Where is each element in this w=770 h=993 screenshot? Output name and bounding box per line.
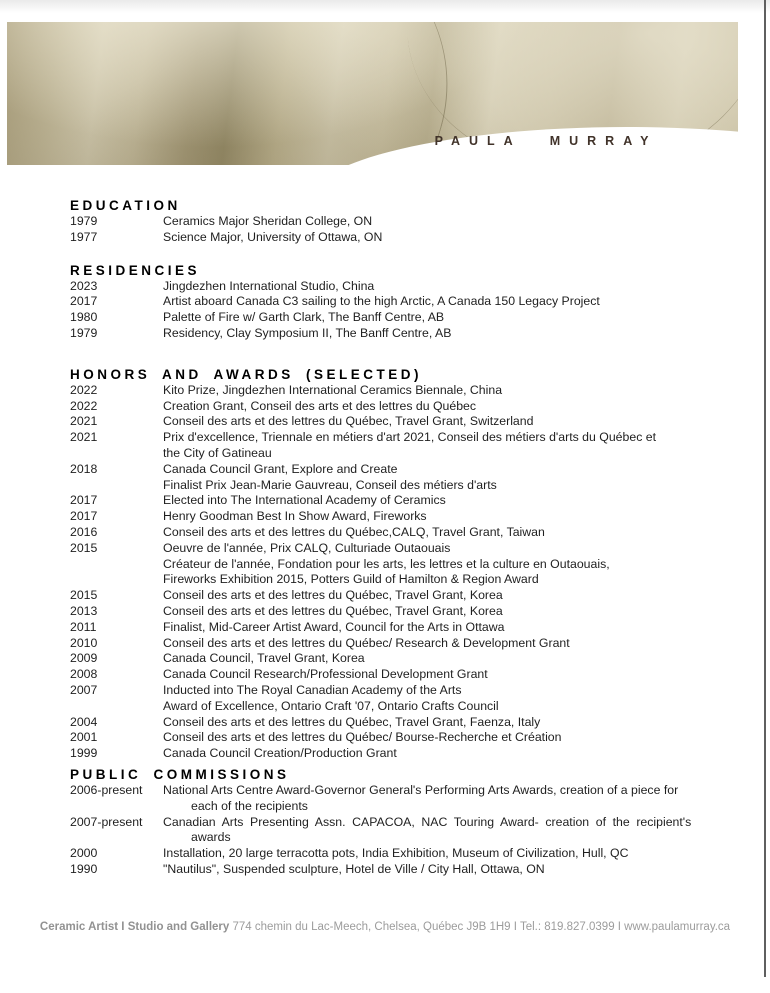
entry-line: Conseil des arts et des lettres du Québec/ Bourse-Recherche et Création xyxy=(163,730,562,745)
entry-row xyxy=(70,683,718,715)
section-title: RESIDENCIES xyxy=(70,262,201,278)
entry-row xyxy=(70,214,718,230)
entry-row xyxy=(70,636,718,652)
section-honors-awards xyxy=(70,366,718,762)
entry-line: Créateur de l'année, Fondation pour les arts, les lettres et la culture en Outaouais, xyxy=(163,556,610,571)
entry-lines xyxy=(163,326,718,342)
entry-row xyxy=(70,815,718,847)
entry-line: awards xyxy=(191,830,231,845)
entry-line: Inducted into The Royal Canadian Academy of the Arts xyxy=(163,682,462,697)
entry-line: Oeuvre de l'année, Prix CALQ, Culturiade Outaouais xyxy=(163,540,451,555)
entry-row xyxy=(70,525,718,541)
footer-studio-name: Ceramic Artist I Studio and Gallery xyxy=(39,921,230,933)
entry-year: 2013 xyxy=(70,603,98,618)
entry-lines xyxy=(163,783,718,815)
section-entries xyxy=(70,214,718,246)
entry-lines xyxy=(163,294,718,310)
entry-line: Ceramics Major Sheridan College, ON xyxy=(163,214,373,228)
entry-lines xyxy=(163,620,718,636)
entry-year: 1979 xyxy=(70,325,98,340)
entry-year: 2010 xyxy=(70,635,98,650)
entry-line: "Nautilus", Suspended sculpture, Hotel de Ville / City Hall, Ottawa, ON xyxy=(163,861,545,876)
entry-year: 2008 xyxy=(70,667,98,682)
entry-year: 2017 xyxy=(70,493,98,508)
section-entries xyxy=(70,383,718,762)
entry-lines xyxy=(163,493,718,509)
header-banner xyxy=(7,22,738,165)
entry-row xyxy=(70,746,718,762)
entry-row xyxy=(70,294,718,310)
entry-line: Kito Prize, Jingdezhen International Ceramics Biennale, China xyxy=(163,382,503,397)
entry-line: Canada Council Research/Professional Development Grant xyxy=(163,667,488,682)
section-entries xyxy=(70,783,718,878)
cv-sections xyxy=(70,165,718,878)
entry-line: Artist aboard Canada C3 sailing to the high Arctic, A Canada 150 Legacy Project xyxy=(163,294,600,309)
entry-line: Award of Excellence, Ontario Craft '07, Ontario Crafts Council xyxy=(163,698,499,713)
entry-row xyxy=(70,588,718,604)
entry-lines xyxy=(163,846,718,862)
entry-year: 1979 xyxy=(70,214,98,228)
entry-line: Creation Grant, Conseil des arts et des lettres du Québec xyxy=(163,398,477,413)
entry-row xyxy=(70,541,718,588)
entry-line: the City of Gatineau xyxy=(163,445,272,460)
entry-lines xyxy=(163,399,718,415)
entry-lines xyxy=(163,683,718,715)
entry-line: Canada Council Grant, Explore and Create xyxy=(163,461,398,476)
entry-line: Conseil des arts et des lettres du Québec,CALQ, Travel Grant, Taiwan xyxy=(163,524,545,539)
entry-lines xyxy=(163,746,718,762)
entry-line: Conseil des arts et des lettres du Québec, Travel Grant, Faenza, Italy xyxy=(163,714,541,729)
entry-row xyxy=(70,730,718,746)
entry-line: Installation, 20 large terracotta pots, India Exhibition, Museum of Civilization, Hull, QC xyxy=(163,846,629,861)
entry-year: 1990 xyxy=(70,861,98,876)
entry-line: Science Major, University of Ottawa, ON xyxy=(163,229,383,244)
section-residencies xyxy=(70,262,718,342)
entry-line: each of the recipients xyxy=(191,798,308,813)
entry-row xyxy=(70,279,718,295)
entry-year: 2007 xyxy=(70,682,98,697)
entry-year: 2016 xyxy=(70,524,98,539)
entry-row xyxy=(70,230,718,246)
entry-year: 1980 xyxy=(70,310,98,325)
entry-row xyxy=(70,383,718,399)
page-right-edge xyxy=(764,0,766,977)
entry-year: 2004 xyxy=(70,714,98,729)
section-public-commissions xyxy=(70,766,718,878)
entry-lines xyxy=(163,604,718,620)
entry-row xyxy=(70,462,718,494)
entry-year: 2006-present xyxy=(70,782,143,797)
entry-year: 2001 xyxy=(70,730,98,745)
entry-row xyxy=(70,862,718,878)
entry-row xyxy=(70,620,718,636)
entry-row xyxy=(70,509,718,525)
entry-year: 1977 xyxy=(70,229,98,244)
entry-year: 2011 xyxy=(70,619,97,634)
entry-row xyxy=(70,310,718,326)
entry-year: 2023 xyxy=(70,278,98,293)
entry-year: 2022 xyxy=(70,382,98,397)
section-title: EDUCATION xyxy=(70,198,181,213)
entry-line: Elected into The International Academy of Ceramics xyxy=(163,493,446,508)
entry-line: Canadian Arts Presenting Assn. CAPACOA, NAC Touring Award- creation of the recipient's xyxy=(163,814,692,829)
entry-lines xyxy=(163,414,718,430)
entry-line: National Arts Centre Award-Governor General's Performing Arts Awards, creation of a piece for xyxy=(163,782,679,797)
entry-line: Henry Goodman Best In Show Award, Fireworks xyxy=(163,509,427,524)
entry-line: Prix d'excellence, Triennale en métiers d'art 2021, Conseil des métiers d'arts du Québec et xyxy=(163,430,657,445)
entry-year: 2015 xyxy=(70,588,98,603)
entry-year: 2007-present xyxy=(70,814,143,829)
entry-line: Conseil des arts et des lettres du Québec/ Research & Development Grant xyxy=(163,635,570,650)
entry-row xyxy=(70,604,718,620)
entry-line: Fireworks Exhibition 2015, Potters Guild of Hamilton & Region Award xyxy=(163,572,539,587)
entry-lines xyxy=(163,525,718,541)
section-title: PUBLIC COMMISSIONS xyxy=(70,766,290,782)
entry-line: Jingdezhen International Studio, China xyxy=(163,278,375,293)
entry-row xyxy=(70,414,718,430)
entry-lines xyxy=(163,715,718,731)
entry-line: Finalist Prix Jean-Marie Gauvreau, Conseil des métiers d'arts xyxy=(163,477,497,492)
section-entries xyxy=(70,279,718,342)
entry-line: Conseil des arts et des lettres du Québec, Travel Grant, Korea xyxy=(163,603,503,618)
entry-lines xyxy=(163,383,718,399)
entry-lines xyxy=(163,541,718,588)
entry-lines xyxy=(163,214,718,230)
entry-year: 2018 xyxy=(70,461,98,476)
entry-lines xyxy=(163,509,718,525)
section-title: HONORS AND AWARDS (SELECTED) xyxy=(70,366,423,382)
entry-lines xyxy=(163,430,718,462)
entry-row xyxy=(70,667,718,683)
entry-lines xyxy=(163,462,718,494)
entry-row xyxy=(70,493,718,509)
entry-lines xyxy=(163,651,718,667)
artist-name: PAULA MURRAY xyxy=(434,134,658,148)
entry-lines xyxy=(163,667,718,683)
entry-lines xyxy=(163,815,718,847)
entry-line: Canada Council Creation/Production Grant xyxy=(163,746,397,761)
entry-row xyxy=(70,651,718,667)
entry-line: Canada Council, Travel Grant, Korea xyxy=(163,651,365,666)
entry-lines xyxy=(163,279,718,295)
entry-line: Conseil des arts et des lettres du Québec, Travel Grant, Switzerland xyxy=(163,414,534,429)
section-education xyxy=(70,197,718,246)
entry-line: Finalist, Mid-Career Artist Award, Council for the Arts in Ottawa xyxy=(163,619,505,634)
entry-lines xyxy=(163,730,718,746)
entry-lines xyxy=(163,310,718,326)
entry-lines xyxy=(163,636,718,652)
entry-line: Palette of Fire w/ Garth Clark, The Banff Centre, AB xyxy=(163,310,445,325)
entry-year: 1999 xyxy=(70,746,98,761)
entry-row xyxy=(70,430,718,462)
entry-lines xyxy=(163,862,718,878)
entry-year: 2017 xyxy=(70,294,98,309)
entry-row xyxy=(70,326,718,342)
entry-lines xyxy=(163,230,718,246)
footer-contact xyxy=(0,921,770,933)
entry-row xyxy=(70,399,718,415)
entry-row xyxy=(70,715,718,731)
entry-year: 2015 xyxy=(70,540,98,555)
entry-row xyxy=(70,846,718,862)
entry-line: Residency, Clay Symposium II, The Banff Centre, AB xyxy=(163,325,452,340)
entry-year: 2017 xyxy=(70,509,98,524)
page-top-shadow xyxy=(0,0,770,13)
footer-contact-details: 774 chemin du Lac-Meech, Chelsea, Québec J9B 1H9 I Tel.: 819.827.0399 I www.paulamurray.ca xyxy=(232,921,731,933)
entry-year: 2022 xyxy=(70,398,98,413)
entry-year: 2000 xyxy=(70,846,98,861)
entry-row xyxy=(70,783,718,815)
entry-year: 2021 xyxy=(70,414,98,429)
entry-year: 2021 xyxy=(70,430,98,445)
entry-line: Conseil des arts et des lettres du Québec, Travel Grant, Korea xyxy=(163,588,503,603)
entry-year: 2009 xyxy=(70,651,98,666)
entry-lines xyxy=(163,588,718,604)
